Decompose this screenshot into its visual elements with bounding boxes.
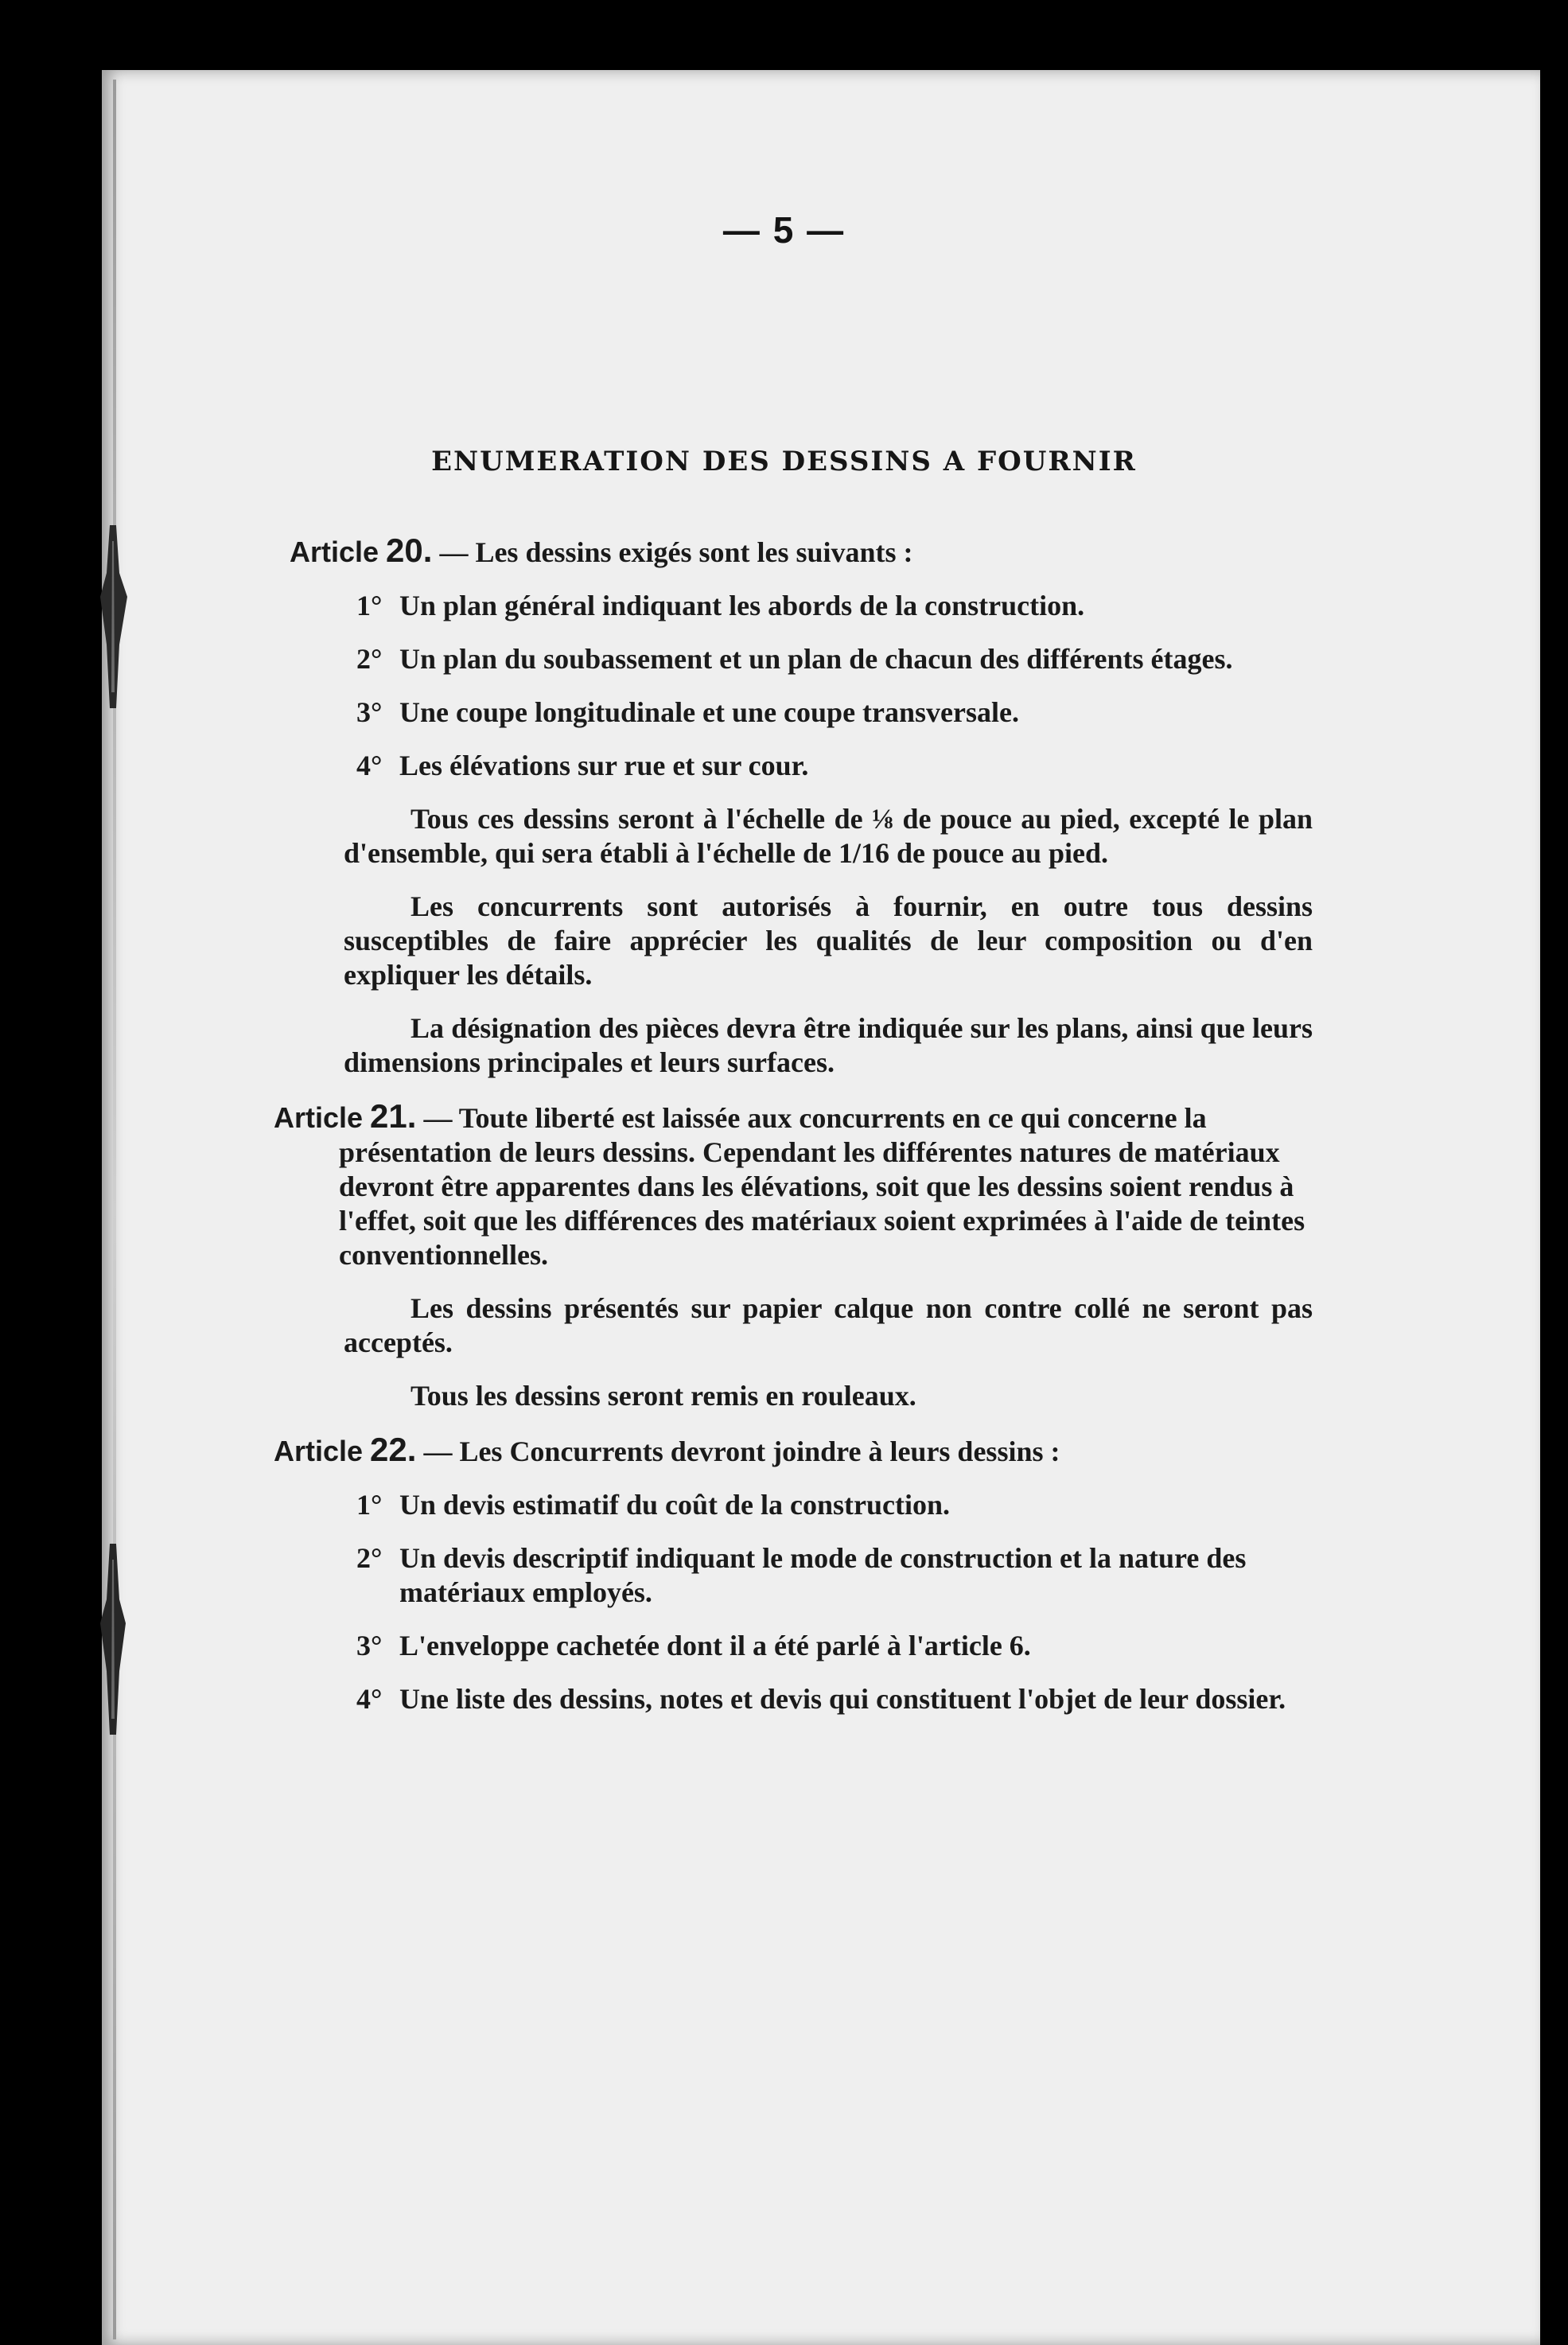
list-item: 1° Un devis estimatif du coût de la construction. — [356, 1489, 950, 1521]
article-20-intro — [290, 533, 1313, 570]
list-item: 2° Un plan du soubassement et un plan de chacun des différents étages. — [356, 643, 1233, 675]
article-text: — Toute liberté est laissée aux concurrents en ce qui concerne la présentation de leurs dessins. Cependant les différentes natures de matériaux devront être apparentes dans les élévations, soit que les dessins soient rendus à l'effet, soit que les différences des matériaux soient exprimées à l'aide de teintes conventionnelles. — [339, 1102, 1305, 1271]
paragraph: Tous les dessins seront remis en rouleaux. — [410, 1380, 916, 1412]
document-body — [274, 532, 1313, 1735]
binding-edge — [113, 80, 116, 2339]
article-label: Article — [274, 1435, 364, 1467]
article-22-intro — [274, 1432, 1313, 1469]
list-item: 3° L'enveloppe cachetée dont il a été parlé à l'article 6. — [356, 1630, 1031, 1661]
list-item: 3° Une coupe longitudinale et une coupe transversale. — [356, 696, 1019, 728]
section-heading: ENUMERATION DES DESSINS A FOURNIR — [431, 446, 1137, 477]
article-22-list — [278, 1488, 1313, 1716]
list-item: 4° Une liste des dessins, notes et devis qui constituent l'objet de leur dossier. — [356, 1683, 1286, 1715]
paragraph: Les dessins présentés sur papier calque non contre collé ne seront pas acceptés. — [344, 1292, 1313, 1358]
list-item: 2° Un devis descriptif indiquant le mode de construction et la nature des matériaux employés. — [356, 1542, 1247, 1608]
article-text: — Les Concurrents devront joindre à leurs dessins : — [423, 1435, 1060, 1467]
paragraph: La désignation des pièces devra être indiquée sur les plans, ainsi que leurs dimensions principales et leurs surfaces. — [344, 1012, 1313, 1078]
list-item: 4° Les élévations sur rue et sur cour. — [356, 750, 809, 781]
article-number: 21. — [370, 1097, 417, 1135]
article-20-list — [278, 589, 1313, 783]
article-21 — [274, 1099, 1313, 1272]
staple-clip-icon — [95, 525, 130, 708]
article-text: — Les dessins exigés sont les suivants : — [439, 536, 913, 568]
page-number: — 5 — — [722, 209, 846, 251]
staple-clip-icon — [95, 1544, 130, 1735]
article-label: Article — [274, 1101, 364, 1134]
paragraph: Tous ces dessins seront à l'échelle de ⅛ de pouce au pied, excepté le plan d'ensemble, qui sera établi à l'échelle de 1/16 de pouce au pied. — [344, 803, 1313, 869]
article-label: Article — [290, 536, 379, 568]
article-number: 20. — [386, 532, 433, 569]
paragraph: Les concurrents sont autorisés à fournir, en outre tous dessins susceptibles de faire apprécier les qualités de leur composition ou d'en expliquer les détails. — [344, 890, 1313, 991]
list-item: 1° Un plan général indiquant les abords de la construction. — [356, 590, 1085, 621]
article-number: 22. — [370, 1431, 417, 1468]
